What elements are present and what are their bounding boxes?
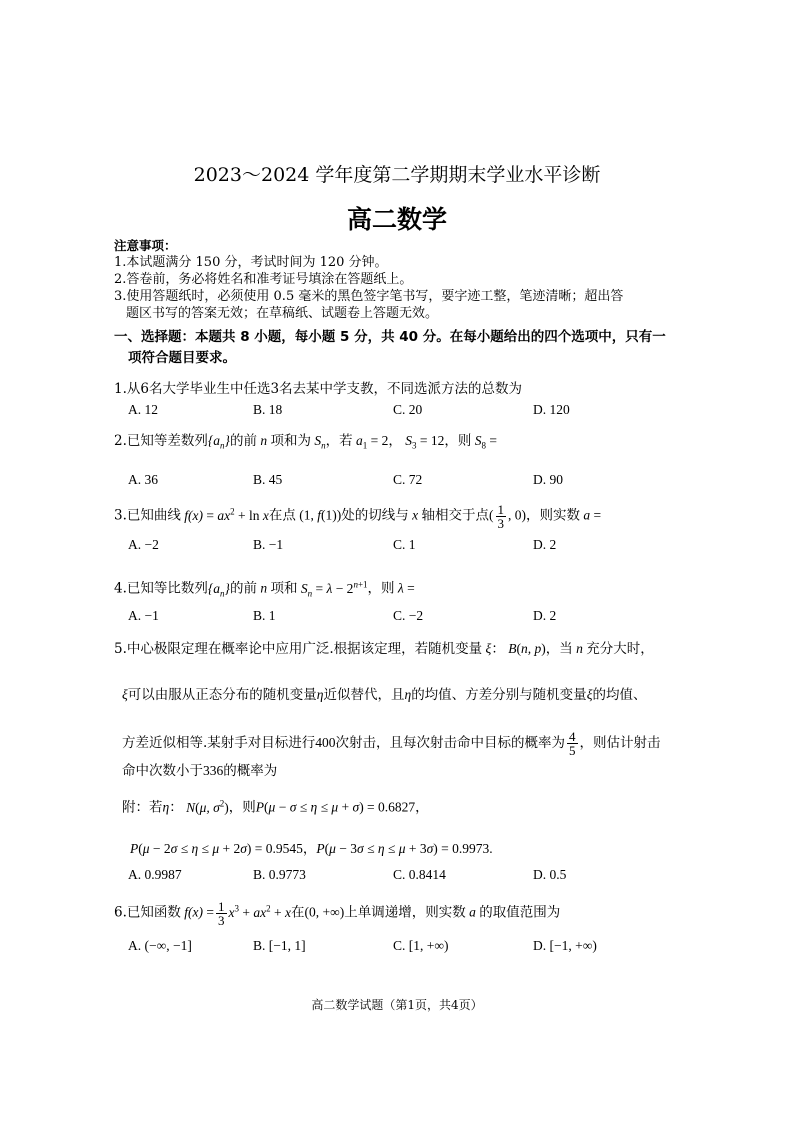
section-heading-cont: 项符合题目要求。 [128,350,236,366]
question-3-option-c: C. 1 [393,537,416,552]
question-5-appendix-1: 附：若η： N(μ, $\sigma^2$)，则P(μ − σ ≤ η ≤ μ + σ) = 0.6827， [122,798,429,816]
question-3-option-b: B. −1 [253,537,284,552]
question-3-option-a: A. −2 [128,537,159,552]
question-5-appendix-2: P(μ − 2σ ≤ η ≤ μ + 2σ) = 0.9545，P(μ − 3σ ≤ η ≤ μ + 3σ) = 0.9973. [130,841,493,856]
question-3-option-d: D. 2 [533,537,557,552]
question-4-option-d: D. 2 [533,608,557,623]
notice-item-2: 2.答卷前，务必将姓名和准考证号填涂在答题纸上。 [114,272,413,287]
question-4-stem: 4.已知等比数列$\{a_n\}$的前 n 项和 $S_n = \lambda - 2^{n+1}$，则 λ = [114,579,415,599]
question-6-option-d: D. [−1, +∞) [533,938,597,953]
question-4-option-c: C. −2 [393,608,424,623]
question-1-option-b: B. 18 [253,402,283,417]
exam-title: 2023～2024 学年度第二学期期末学业水平诊断 [193,164,601,186]
question-5-option-d: D. 0.5 [533,867,567,882]
question-6-option-c: C. [1, +∞) [393,938,449,953]
question-5-line-1: 5.中心极限定理在概率论中应用广泛.根据该定理，若随机变量 ξ： B(n, p)，当 n 充分大时， [114,641,654,657]
question-5-option-a: A. 0.9987 [128,867,182,882]
notice-item-3-cont: 题区书写的答案无效；在草稿纸、试题卷上答题无效。 [126,306,439,321]
question-4-option-a: A. −1 [128,608,159,623]
question-5-line-2: ξ可以由服从正态分布的随机变量η近似替代，且η的均值、方差分别与随机变量ξ的均值、 [122,687,647,703]
notice-item-3: 3.使用答题纸时，必须使用 0.5 毫米的黑色签字笔书写，要字迹工整，笔迹清晰；超出答 [114,289,624,304]
question-2-option-d: D. 90 [533,472,563,487]
notice-item-1: 1.本试题满分 150 分，考试时间为 120 分钟。 [114,255,388,270]
question-2-option-b: B. 45 [253,472,283,487]
question-6-option-a: A. (−∞, −1] [128,938,192,953]
notice-heading: 注意事项： [114,238,177,253]
question-3-stem: 3.已知曲线 $f(x) = ax^2 + \ln x$在点 (1, f(1))处的切线与 x 轴相交于点( $\frac{1}{3}$ , 0)，则实数 a = [114,501,602,531]
subject-title: 高二数学 [346,205,447,234]
question-5-option-c: C. 0.8414 [393,867,446,882]
question-2-stem: 2.已知等差数列$\{a_n\}$的前 n 项和为 $S_n$，若 $a_1 = 2$， $S_3 = 12$，则 $S_8$ = [114,433,497,451]
question-5-line-3: 方差近似相等.某射手对目标进行400次射击，且每次射击命中目标的概率为 $\frac{4}{5}$ ，则估计射击 [122,729,661,758]
question-4-option-b: B. 1 [253,608,276,623]
question-6-option-b: B. [−1, 1] [253,938,306,953]
question-5-line-4: 命中次数小于336的概率为 [122,763,278,779]
question-1-stem: 1.从6名大学毕业生中任选3名去某中学支教，不同选派方法的总数为 [114,381,523,397]
page-footer: 高二数学试题（第1页，共4页） [311,998,483,1012]
question-2-option-c: C. 72 [393,472,423,487]
question-1-option-a: A. 12 [128,402,158,417]
question-6-stem: 6.已知函数 f(x) = $\frac{1}{3}$ $x^3 + ax^2 + x$在(0, +∞)上单调递增，则实数 a 的取值范围为 [114,898,561,928]
question-1-option-d: D. 120 [533,402,570,417]
question-1-option-c: C. 20 [393,402,423,417]
question-5-option-b: B. 0.9773 [253,867,306,882]
section-heading: 一、选择题：本题共 8 小题，每小题 5 分，共 40 分。在每小题给出的四个选项中，只有一 [114,329,666,345]
question-2-option-a: A. 36 [128,472,158,487]
